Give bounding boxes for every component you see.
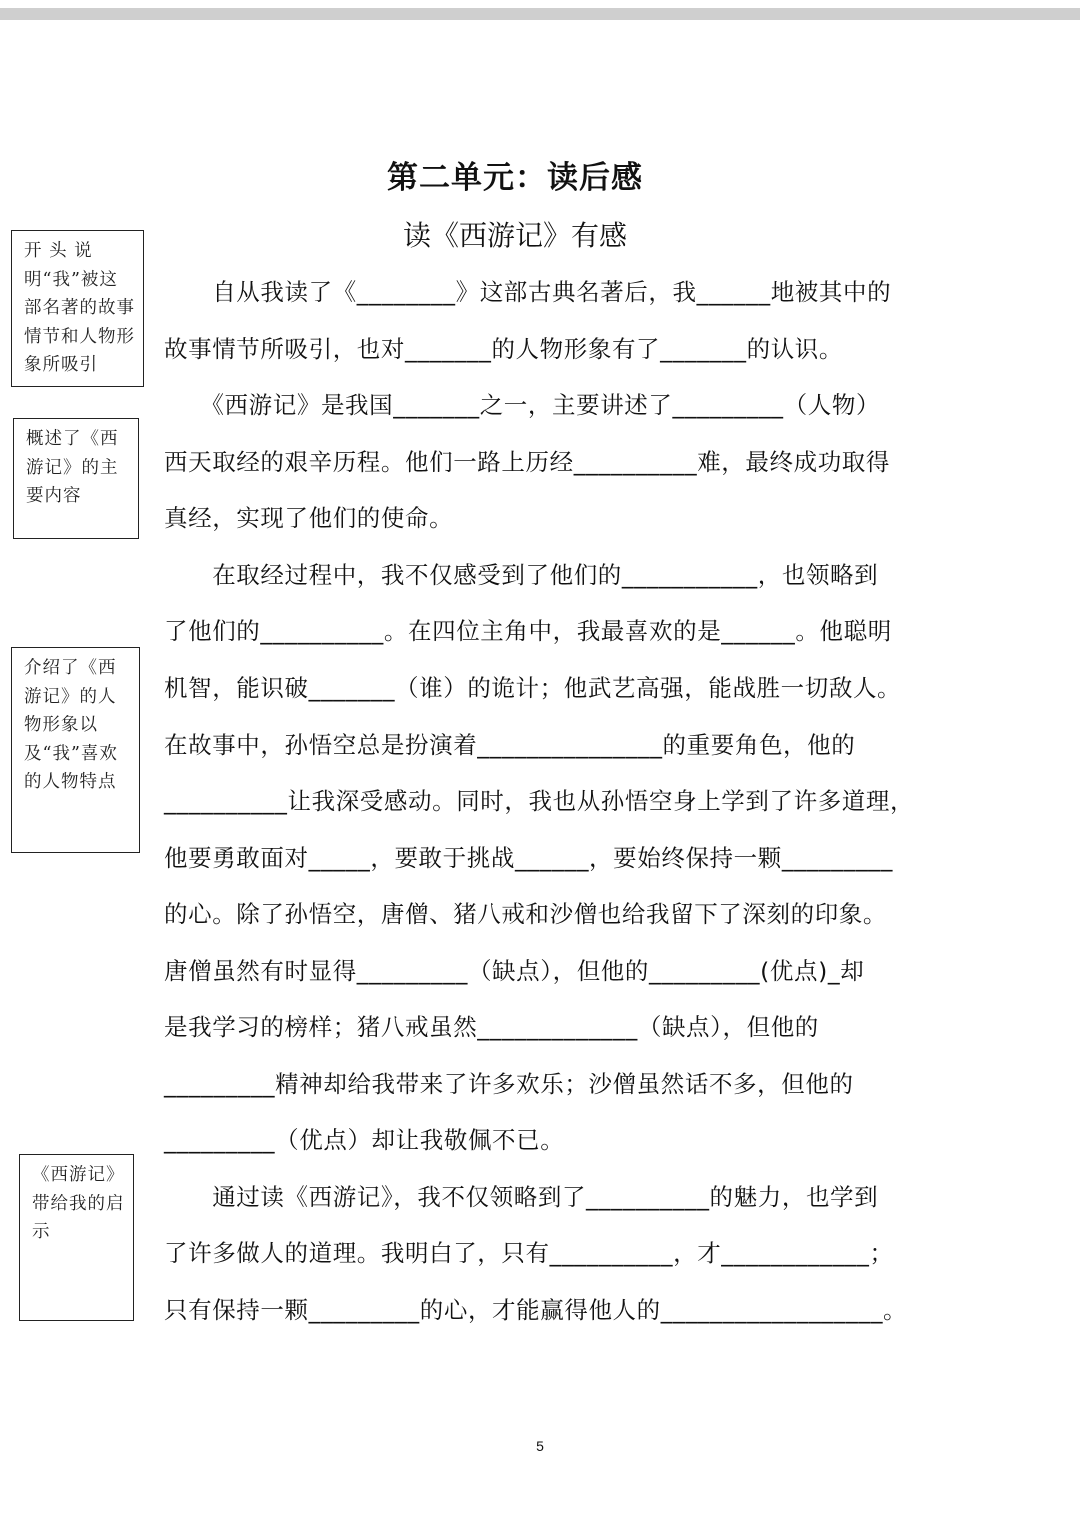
text-line: 了许多做人的道理。我明白了，只有__________，才____________；: [164, 1239, 894, 1267]
text-line: 《西游记》是我国_______之一，主要讲述了_________（人物）: [164, 391, 881, 419]
essay-subtitle: 读《西游记》有感: [402, 219, 627, 252]
page-title: 第二单元：读后感: [387, 160, 643, 196]
side-note-opening: 开 头 说 明“我”被这部名著的故事情节和人物形象所吸引: [11, 230, 144, 387]
side-note-inspiration: 《西游记》带给我的启示: [19, 1154, 134, 1321]
page-number: 5: [536, 1438, 544, 1454]
text-line: 故事情节所吸引，也对_______的人物形象有了_______的认识。: [164, 335, 843, 363]
text-line: 真经，实现了他们的使命。: [164, 504, 454, 532]
text-line: 机智，能识破_______（谁）的诡计；他武艺高强，能战胜一切敌人。: [164, 674, 902, 702]
text-line: 西天取经的艰辛历程。他们一路上历经__________难，最终成功取得: [164, 448, 890, 476]
top-scroll-bar: [0, 8, 1080, 20]
text-line: 的心。除了孙悟空，唐僧、猪八戒和沙僧也给我留下了深刻的印象。: [164, 900, 887, 928]
side-note-summary: 概述了《西游记》的主要内容: [13, 418, 139, 539]
text-line: __________让我深受感动。同时，我也从孙悟空身上学到了许多道理，: [164, 787, 915, 815]
text-line: 唐僧虽然有时显得_________（缺点），但他的_________(优点)_却: [164, 957, 865, 985]
text-line: _________精神却给我带来了许多欢乐；沙僧虽然话不多，但他的: [164, 1070, 854, 1098]
text-line: 只有保持一颗_________的心，才能赢得他人的__________________。: [164, 1296, 908, 1324]
text-line: 在故事中，孙悟空总是扮演着_______________的重要角色，他的: [164, 731, 856, 759]
text-line: 自从我读了《________》这部古典名著后，我______地被其中的: [164, 278, 892, 306]
text-line: 他要勇敢面对_____，要敢于挑战______，要始终保持一颗_________: [164, 844, 893, 872]
text-line: 是我学习的榜样；猪八戒虽然_____________（缺点），但他的: [164, 1013, 819, 1041]
text-line: _________（优点）却让我敬佩不已。: [164, 1126, 565, 1154]
side-note-characters: 介绍了《西游记》的人物形象以及“我”喜欢的人物特点: [11, 647, 140, 853]
text-line: 通过读《西游记》，我不仅领略到了__________的魅力，也学到: [164, 1183, 879, 1211]
text-line: 在取经过程中，我不仅感受到了他们的___________，也领略到: [164, 561, 879, 589]
text-line: 了他们的__________。在四位主角中，我最喜欢的是______。他聪明: [164, 617, 892, 645]
